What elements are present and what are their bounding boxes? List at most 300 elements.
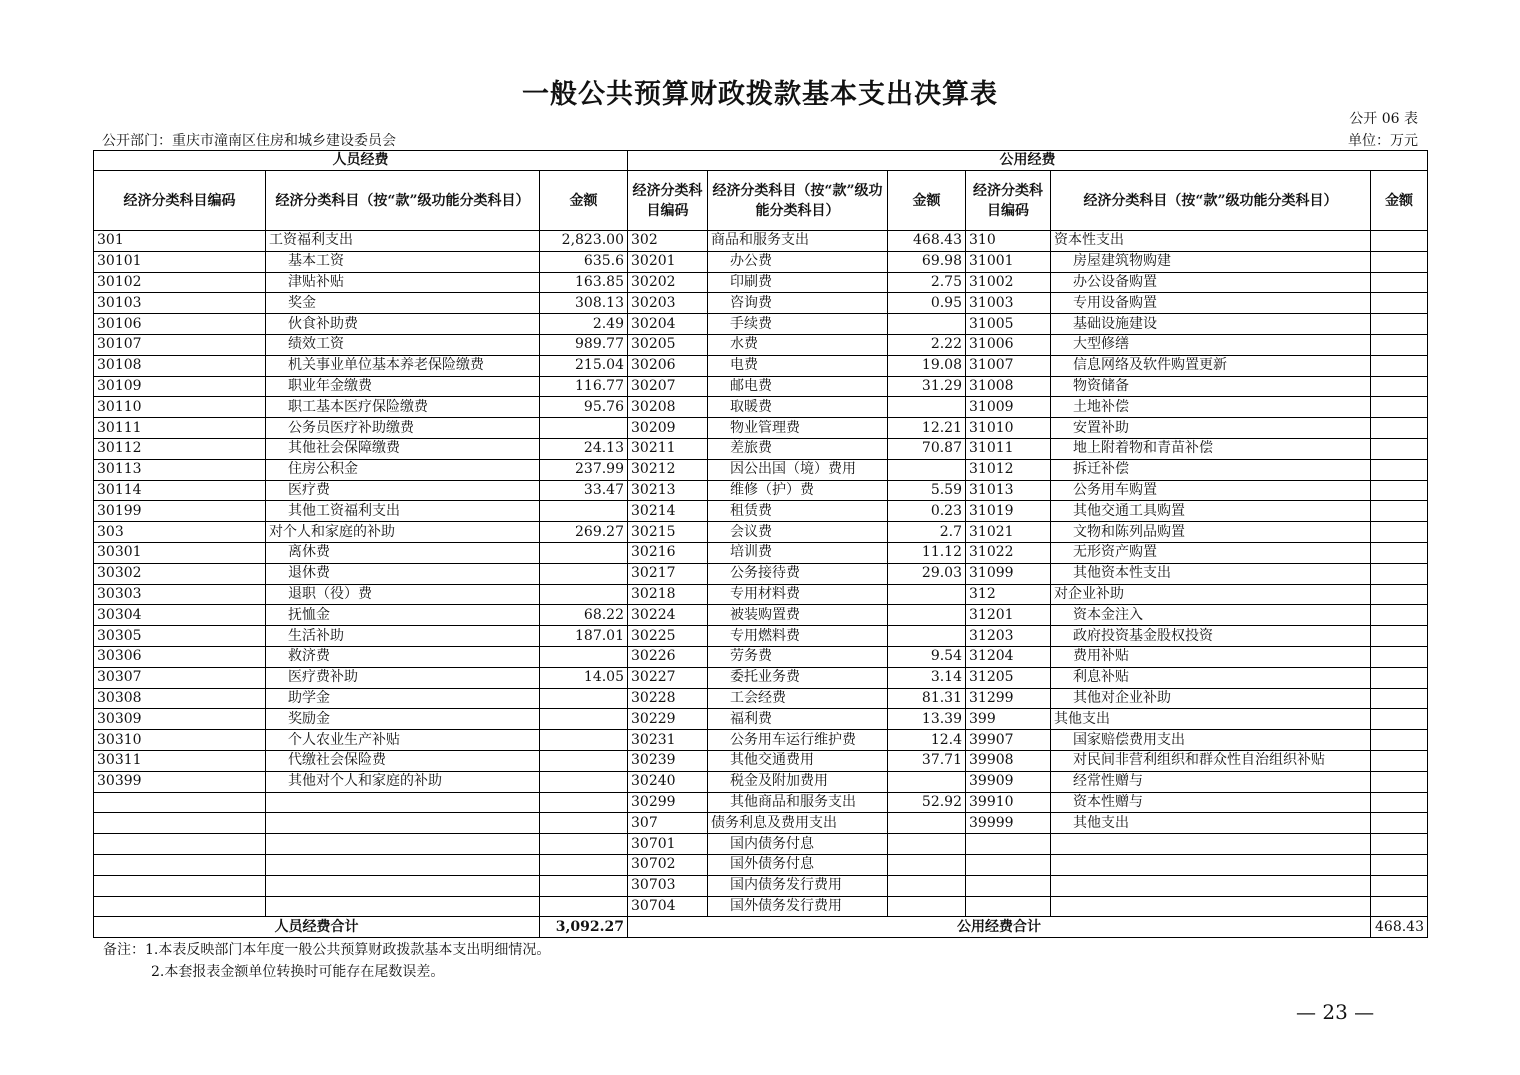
table-row [94,376,1428,397]
cell-item-name: 利息补贴 [1051,667,1371,688]
cell-code: 30199 [94,501,266,522]
cell-code: 39999 [966,813,1051,834]
cell-item-name: 政府投资基金股权投资 [1051,626,1371,647]
cell-item-name: 会议费 [708,522,888,543]
cell-item-name: 房屋建筑物购建 [1051,251,1371,272]
cell-amount [540,563,628,584]
cell-code: 30225 [628,626,708,647]
cell-amount [1371,376,1428,397]
cell-code: 30218 [628,584,708,605]
cell-amount [1371,397,1428,418]
cell-amount [1371,605,1428,626]
cell-code [94,875,266,896]
table-row [94,251,1428,272]
cell-code: 30301 [94,542,266,563]
cell-amount [888,896,966,917]
cell-code: 30102 [94,272,266,293]
cell-item-name: 伙食补助费 [266,314,540,335]
cell-amount [540,813,628,834]
table-row [94,397,1428,418]
group-personnel: 人员经费 [94,151,628,171]
cell-item-name: 职业年金缴费 [266,376,540,397]
cell-item-name: 国家赔偿费用支出 [1051,730,1371,751]
cell-item-name [1051,896,1371,917]
cell-item-name: 资本性赠与 [1051,792,1371,813]
table-row [94,875,1428,896]
table-row [94,542,1428,563]
cell-item-name: 费用补贴 [1051,646,1371,667]
note-line-1: 备注：1.本表反映部门本年度一般公共预算财政拨款基本支出明细情况。 [103,942,551,958]
cell-amount: 269.27 [540,522,628,543]
cell-item-name: 其他交通费用 [708,750,888,771]
cell-amount [1371,646,1428,667]
cell-item-name [266,875,540,896]
cell-code: 30240 [628,771,708,792]
cell-code: 30309 [94,709,266,730]
cell-amount [1371,251,1428,272]
cell-code: 30204 [628,314,708,335]
cell-item-name: 无形资产购置 [1051,542,1371,563]
cell-item-name: 邮电费 [708,376,888,397]
cell-code: 30229 [628,709,708,730]
cell-item-name: 助学金 [266,688,540,709]
cell-item-name: 津贴补贴 [266,272,540,293]
cell-amount: 116.77 [540,376,628,397]
cell-code: 31002 [966,272,1051,293]
cell-code: 30704 [628,896,708,917]
cell-amount [1371,626,1428,647]
cell-code: 39908 [966,750,1051,771]
cell-amount [1371,293,1428,314]
cell-amount: 0.23 [888,501,966,522]
cell-code: 30110 [94,397,266,418]
cell-amount: 14.05 [540,667,628,688]
cell-amount: 2.22 [888,334,966,355]
col-header-name: 经济分类科目（按“款”级功能分类科目） [1051,171,1371,231]
cell-item-name: 咨询费 [708,293,888,314]
table-row [94,896,1428,917]
cell-amount: 19.08 [888,355,966,376]
cell-code: 30208 [628,397,708,418]
cell-item-name [266,896,540,917]
cell-item-name: 大型修缮 [1051,334,1371,355]
cell-amount: 187.01 [540,626,628,647]
cell-code: 30702 [628,854,708,875]
cell-code: 30305 [94,626,266,647]
cell-amount [1371,896,1428,917]
cell-item-name: 工会经费 [708,688,888,709]
cell-amount: 81.31 [888,688,966,709]
col-header-code: 经济分类科目编码 [966,171,1051,231]
cell-item-name: 商品和服务支出 [708,231,888,252]
cell-amount: 13.39 [888,709,966,730]
cell-amount [1371,542,1428,563]
cell-amount [1371,459,1428,480]
table-row [94,438,1428,459]
cell-code: 30114 [94,480,266,501]
cell-code: 30224 [628,605,708,626]
cell-code: 301 [94,231,266,252]
cell-item-name: 手续费 [708,314,888,335]
cell-amount [888,834,966,855]
cell-amount: 2.7 [888,522,966,543]
cell-amount: 2,823.00 [540,231,628,252]
table-row [94,272,1428,293]
cell-item-name: 土地补偿 [1051,397,1371,418]
cell-item-name: 救济费 [266,646,540,667]
cell-item-name: 其他资本性支出 [1051,563,1371,584]
cell-item-name [266,813,540,834]
cell-amount [1371,834,1428,855]
cell-item-name: 对企业补助 [1051,584,1371,605]
cell-code: 31205 [966,667,1051,688]
cell-code: 31011 [966,438,1051,459]
cell-amount [1371,688,1428,709]
cell-item-name: 培训费 [708,542,888,563]
table-row [94,771,1428,792]
cell-code: 30113 [94,459,266,480]
cell-code [94,813,266,834]
cell-item-name: 债务利息及费用支出 [708,813,888,834]
cell-amount [888,875,966,896]
cell-item-name: 其他对企业补助 [1051,688,1371,709]
cell-code: 31204 [966,646,1051,667]
cell-amount [540,418,628,439]
group-public: 公用经费 [628,151,1428,171]
cell-amount [1371,522,1428,543]
cell-amount: 2.75 [888,272,966,293]
form-number: 公开 06 表 [1349,111,1418,127]
cell-amount [540,709,628,730]
table-row [94,709,1428,730]
cell-code: 31003 [966,293,1051,314]
cell-item-name: 其他商品和服务支出 [708,792,888,813]
table-row [94,418,1428,439]
table-row [94,813,1428,834]
cell-item-name: 对民间非营利组织和群众性自治组织补贴 [1051,750,1371,771]
cell-item-name: 公务接待费 [708,563,888,584]
cell-amount [540,730,628,751]
cell-item-name: 电费 [708,355,888,376]
cell-code: 39910 [966,792,1051,813]
cell-item-name: 委托业务费 [708,667,888,688]
cell-amount [888,459,966,480]
table-row [94,480,1428,501]
cell-code: 30214 [628,501,708,522]
cell-item-name: 印刷费 [708,272,888,293]
cell-code: 30239 [628,750,708,771]
cell-code: 30228 [628,688,708,709]
cell-code: 30109 [94,376,266,397]
cell-amount: 11.12 [888,542,966,563]
cell-code: 31203 [966,626,1051,647]
cell-item-name: 水费 [708,334,888,355]
cell-item-name: 国内债务发行费用 [708,875,888,896]
cell-code: 399 [966,709,1051,730]
cell-code: 30206 [628,355,708,376]
cell-code: 30107 [94,334,266,355]
cell-code: 30103 [94,293,266,314]
cell-item-name: 资本性支出 [1051,231,1371,252]
cell-code: 310 [966,231,1051,252]
cell-amount [1371,563,1428,584]
cell-item-name: 代缴社会保险费 [266,750,540,771]
cell-code [94,854,266,875]
cell-code: 30304 [94,605,266,626]
cell-amount [888,771,966,792]
cell-amount: 215.04 [540,355,628,376]
cell-item-name: 拆迁补偿 [1051,459,1371,480]
table-row [94,334,1428,355]
cell-item-name: 住房公积金 [266,459,540,480]
public-total-value: 468.43 [1371,917,1428,938]
cell-amount [1371,771,1428,792]
cell-amount [1371,709,1428,730]
cell-item-name: 奖励金 [266,709,540,730]
totals-row [94,917,1428,938]
cell-code: 30701 [628,834,708,855]
cell-item-name: 基础设施建设 [1051,314,1371,335]
cell-item-name: 被装购置费 [708,605,888,626]
cell-code: 30201 [628,251,708,272]
cell-item-name [266,854,540,875]
cell-item-name: 医疗费 [266,480,540,501]
cell-item-name: 安置补助 [1051,418,1371,439]
cell-amount [1371,231,1428,252]
cell-amount [1371,438,1428,459]
cell-item-name: 维修（护）费 [708,480,888,501]
cell-code: 302 [628,231,708,252]
col-header-name: 经济分类科目（按“款”级功能分类科目） [708,171,888,231]
table-row [94,522,1428,543]
table-row [94,750,1428,771]
cell-code [94,896,266,917]
cell-amount [540,688,628,709]
col-header-code: 经济分类科目编码 [94,171,266,231]
cell-amount [1371,584,1428,605]
note-line-2: 2.本套报表金额单位转换时可能存在尾数误差。 [151,964,445,980]
table-row [94,646,1428,667]
cell-code: 31201 [966,605,1051,626]
cell-code: 30308 [94,688,266,709]
table-row [94,688,1428,709]
cell-amount: 5.59 [888,480,966,501]
table-row [94,355,1428,376]
cell-amount: 468.43 [888,231,966,252]
cell-code: 30207 [628,376,708,397]
cell-code: 312 [966,584,1051,605]
cell-amount: 33.47 [540,480,628,501]
cell-amount: 68.22 [540,605,628,626]
table-row [94,231,1428,252]
cell-item-name: 生活补助 [266,626,540,647]
cell-amount: 9.54 [888,646,966,667]
cell-amount [540,792,628,813]
cell-code: 30302 [94,563,266,584]
cell-item-name: 物资储备 [1051,376,1371,397]
cell-code: 30306 [94,646,266,667]
cell-amount: 308.13 [540,293,628,314]
cell-amount [540,896,628,917]
cell-item-name: 物业管理费 [708,418,888,439]
table-row [94,314,1428,335]
cell-item-name: 因公出国（境）费用 [708,459,888,480]
cell-code [94,792,266,813]
cell-amount [1371,355,1428,376]
cell-amount: 635.6 [540,251,628,272]
cell-item-name [266,834,540,855]
col-header-amount: 金额 [1371,171,1428,231]
cell-amount: 237.99 [540,459,628,480]
cell-code: 31012 [966,459,1051,480]
table-row [94,667,1428,688]
cell-code [966,834,1051,855]
cell-amount: 29.03 [888,563,966,584]
col-header-name: 经济分类科目（按“款”级功能分类科目） [266,171,540,231]
cell-amount [540,542,628,563]
cell-code: 39907 [966,730,1051,751]
cell-code: 31001 [966,251,1051,272]
cell-item-name: 其他社会保障缴费 [266,438,540,459]
cell-code: 303 [94,522,266,543]
cell-item-name: 其他支出 [1051,813,1371,834]
cell-item-name: 个人农业生产补贴 [266,730,540,751]
col-header-amount: 金额 [888,171,966,231]
cell-amount [540,834,628,855]
cell-item-name: 其他支出 [1051,709,1371,730]
cell-amount [540,750,628,771]
cell-item-name [1051,834,1371,855]
cell-item-name: 公务用车运行维护费 [708,730,888,751]
table-row [94,584,1428,605]
cell-code: 31099 [966,563,1051,584]
cell-code: 30303 [94,584,266,605]
cell-code: 30299 [628,792,708,813]
cell-amount [540,854,628,875]
cell-item-name: 专用燃料费 [708,626,888,647]
cell-amount [888,314,966,335]
cell-item-name: 办公设备购置 [1051,272,1371,293]
cell-code: 31021 [966,522,1051,543]
cell-item-name: 国外债务发行费用 [708,896,888,917]
cell-item-name: 地上附着物和青苗补偿 [1051,438,1371,459]
cell-item-name: 其他对个人和家庭的补助 [266,771,540,792]
cell-code [966,875,1051,896]
table-row [94,854,1428,875]
cell-amount [1371,875,1428,896]
page-title: 一般公共预算财政拨款基本支出决算表 [522,79,998,110]
cell-code: 30112 [94,438,266,459]
cell-code [966,854,1051,875]
cell-code: 30106 [94,314,266,335]
table-row [94,626,1428,647]
table-row [94,834,1428,855]
cell-item-name: 文物和陈列品购置 [1051,522,1371,543]
table-row [94,293,1428,314]
personnel-total-value: 3,092.27 [540,917,628,938]
cell-item-name: 信息网络及软件购置更新 [1051,355,1371,376]
cell-item-name: 办公费 [708,251,888,272]
cell-amount: 989.77 [540,334,628,355]
cell-item-name: 差旅费 [708,438,888,459]
col-header-code: 经济分类科目编码 [628,171,708,231]
cell-amount: 3.14 [888,667,966,688]
cell-code: 307 [628,813,708,834]
cell-amount [1371,501,1428,522]
personnel-total-label: 人员经费合计 [94,917,540,938]
cell-amount [888,854,966,875]
cell-item-name: 经常性赠与 [1051,771,1371,792]
cell-amount: 0.95 [888,293,966,314]
cell-amount [888,584,966,605]
cell-code: 30216 [628,542,708,563]
cell-amount [888,605,966,626]
cell-code: 31010 [966,418,1051,439]
table-row [94,730,1428,751]
cell-amount [540,875,628,896]
col-header-amount: 金额 [540,171,628,231]
cell-code: 30226 [628,646,708,667]
cell-item-name: 取暖费 [708,397,888,418]
cell-item-name: 医疗费补助 [266,667,540,688]
cell-code: 30111 [94,418,266,439]
cell-code: 30205 [628,334,708,355]
group-header-row [94,151,1428,171]
cell-item-name: 租赁费 [708,501,888,522]
cell-item-name: 抚恤金 [266,605,540,626]
cell-amount [1371,667,1428,688]
cell-code: 30212 [628,459,708,480]
cell-amount [1371,854,1428,875]
cell-item-name [1051,854,1371,875]
cell-code: 31019 [966,501,1051,522]
cell-item-name: 福利费 [708,709,888,730]
cell-code: 31007 [966,355,1051,376]
cell-code: 30703 [628,875,708,896]
cell-amount [540,646,628,667]
page-number: — 23 — [1296,1000,1375,1024]
cell-code: 31005 [966,314,1051,335]
unit-label: 单位：万元 [1348,133,1418,149]
cell-code: 31022 [966,542,1051,563]
cell-item-name: 公务用车购置 [1051,480,1371,501]
cell-amount [540,584,628,605]
cell-code: 31008 [966,376,1051,397]
cell-code: 31009 [966,397,1051,418]
table-row [94,605,1428,626]
cell-amount [1371,480,1428,501]
cell-amount [888,813,966,834]
cell-item-name: 奖金 [266,293,540,314]
cell-amount [1371,314,1428,335]
cell-code: 30399 [94,771,266,792]
cell-amount: 12.4 [888,730,966,751]
cell-code: 30202 [628,272,708,293]
cell-item-name [266,792,540,813]
cell-item-name: 国内债务付息 [708,834,888,855]
cell-amount [540,501,628,522]
column-header-row [94,171,1428,231]
table-row [94,563,1428,584]
cell-item-name: 职工基本医疗保险缴费 [266,397,540,418]
cell-amount: 24.13 [540,438,628,459]
cell-item-name: 退职（役）费 [266,584,540,605]
cell-code: 31299 [966,688,1051,709]
cell-item-name: 对个人和家庭的补助 [266,522,540,543]
cell-code: 31006 [966,334,1051,355]
cell-code: 30108 [94,355,266,376]
cell-code: 31013 [966,480,1051,501]
